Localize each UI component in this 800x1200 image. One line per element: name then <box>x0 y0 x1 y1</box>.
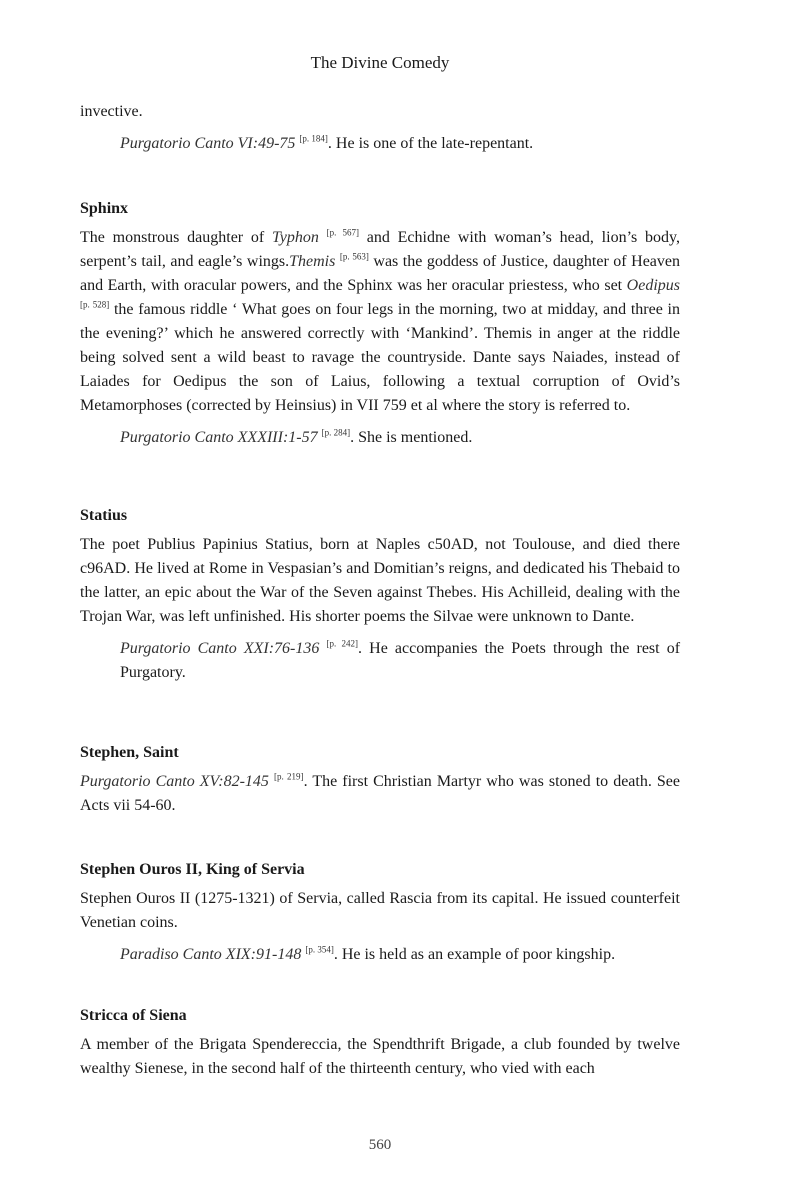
entry-reference: Purgatorio Canto XXI:76-136 [p. 242]. He accompanies the Poets through the rest of Purgatory. <box>120 638 681 681</box>
page-number: 560 <box>368 1137 392 1153</box>
crossref-link[interactable]: Themis <box>289 253 336 270</box>
page-ref: [p. 242] <box>326 638 359 649</box>
entry-heading: Statius <box>80 507 128 524</box>
page-ref: [p. 354] <box>305 944 334 955</box>
intro-text: invective. <box>80 103 143 120</box>
entry-heading: Stephen, Saint <box>80 744 179 761</box>
page-ref: [p. 219] <box>274 771 304 782</box>
page-ref: [p. 563] <box>339 251 369 262</box>
page-ref: [p. 284] <box>321 427 351 438</box>
entry-text: The monstrous daughter of Typhon [p. 567] and Echidne with woman’s head, lion’s body, serpent’s tail, and eagle’s wings.Themis [p. 563] was the goddess of Justice, daughter of Heaven and Earth, with oracular powers, and the Sphinx was her oracular priestess, who set Oedipus [p. 528] the famous riddle ‘ What goes on four legs in the morning, two at midday, and three in the evening?’ which he answered correctly with ‘Mankind’. Themis in anger at the riddle being solved sent a wild beast to ravage the countryside. Dante says Naiades, instead of Laiades for Oedipus the son of Laius, following a textual corruption of Ovid’s Metamorphoses (corrected by Heinsius) in VII 759 et al where the story is referred to. <box>80 227 681 414</box>
crossref-link[interactable]: Oedipus <box>626 277 680 294</box>
entry-heading: Sphinx <box>80 200 129 217</box>
entry-reference: Paradiso Canto XIX:91-148 [p. 354]. He is held as an example of poor kingship. <box>120 944 616 963</box>
entry-heading: Stricca of Siena <box>80 1007 187 1024</box>
entry-statius <box>80 504 680 685</box>
entry-stricca <box>80 1004 680 1081</box>
canto-link[interactable]: Purgatorio Canto VI:49-75 <box>120 135 296 152</box>
entry-reference: Purgatorio Canto XXXIII:1-57 [p. 284]. She is mentioned. <box>120 427 473 446</box>
running-head: The Divine Comedy <box>310 53 450 72</box>
page-ref: [p. 528] <box>80 299 110 310</box>
entry-intro <box>80 100 680 156</box>
canto-link[interactable]: Paradiso Canto XIX:91-148 <box>120 946 302 963</box>
entry-stephen-saint <box>80 741 680 818</box>
entry-heading: Stephen Ouros II, King of Servia <box>80 861 305 878</box>
entry-stephen-ouros <box>80 858 680 967</box>
intro-reference: Purgatorio Canto VI:49-75 [p. 184]. He is one of the late-repentant. <box>120 133 534 152</box>
entry-text: Stephen Ouros II (1275-1321) of Servia, called Rascia from its capital. He issued counterfeit Venetian coins. <box>80 890 680 931</box>
entry-text: A member of the Brigata Spendereccia, the Spendthrift Brigade, a club founded by twelve wealthy Sienese, in the second half of the thirteenth century, who vied with each <box>80 1036 680 1077</box>
canto-link[interactable]: Purgatorio Canto XXI:76-136 <box>120 640 320 657</box>
entry-reference: Purgatorio Canto XV:82-145 [p. 219]. The first Christian Martyr who was stoned to death. See Acts vii 54-60. <box>80 771 681 814</box>
canto-link[interactable]: Purgatorio Canto XV:82-145 <box>80 773 269 790</box>
page-ref: [p. 184] <box>299 133 328 144</box>
canto-link[interactable]: Purgatorio Canto XXXIII:1-57 <box>120 429 318 446</box>
entry-sphinx <box>80 197 680 450</box>
crossref-link[interactable]: Typhon <box>272 229 319 246</box>
entry-text: The poet Publius Papinius Statius, born at Naples c50AD, not Toulouse, and died there c96AD. He lived at Rome in Vespasian’s and Domitian’s reigns, and dedicated his Thebaid to the latter, an epic about the War of the Seven against Thebes. His Achilleid, dealing with the Trojan War, was left unfinished. His shorter poems the Silvae were unknown to Dante. <box>80 536 680 625</box>
page-ref: [p. 567] <box>326 227 359 238</box>
